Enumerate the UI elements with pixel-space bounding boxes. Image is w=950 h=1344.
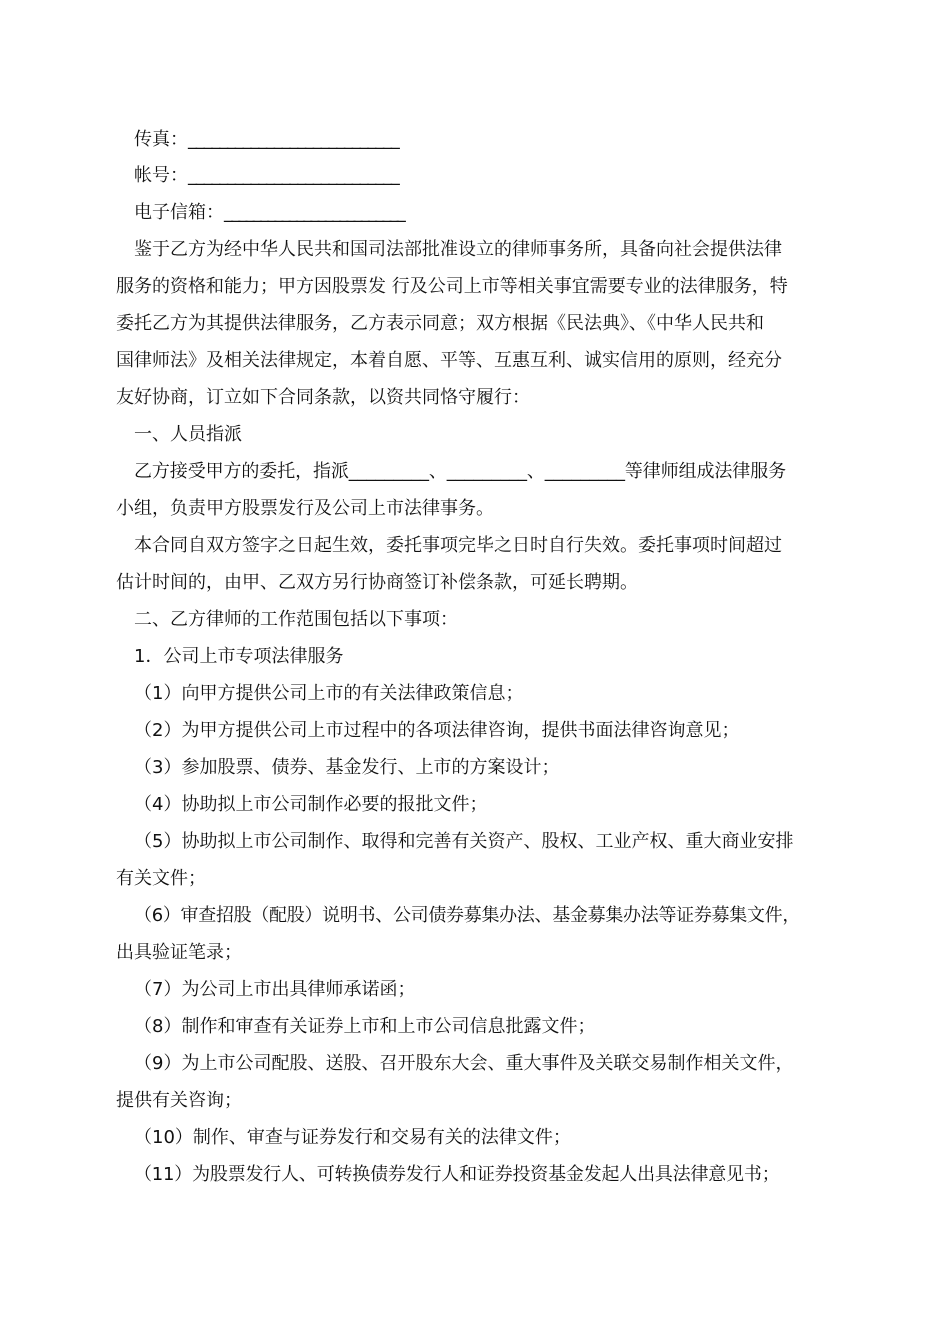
preamble-line: 服务的资格和能力；甲方因股票发 行及公司上市等相关事宜需要专业的法律服务，特 [116,276,788,297]
fax-field [134,126,950,154]
section-heading: 一、人员指派 [134,424,242,445]
fax-blank: ___________________________ [188,129,399,150]
paragraph-line: 本合同自双方签字之日起生效，委托事项完毕之日时自行失效。委托事项时间超过 [134,535,782,556]
list-item-continuation: 出具验证笔录； [116,942,242,963]
list-item: （11）为股票发行人、可转换债券发行人和证券投资基金发起人出具法律意见书； [134,1164,780,1185]
list-item: （4）协助拟上市公司制作必要的报批文件； [134,794,488,815]
preamble-line: 友好协商，订立如下合同条款，以资共同恪守履行： [116,387,530,408]
list-item: （8）制作和审查有关证券上市和上市公司信息批露文件； [134,1016,596,1037]
email-label: 电子信箱： [134,202,224,223]
account-field [134,162,950,190]
list-item: （1）向甲方提供公司上市的有关法律政策信息； [134,683,524,704]
email-field [134,199,950,227]
preamble-line: 鉴于乙方为经中华人民共和国司法部批准设立的律师事务所，具备向社会提供法律 [134,239,782,260]
paragraph-line: 乙方接受甲方的委托，指派_________、_________、_________等律师组成法律服务 [134,461,786,482]
email-blank: _________________________ [224,202,405,223]
preamble-line: 委托乙方为其提供法律服务，乙方表示同意；双方根据《民法典》、《中华人民共和 [116,313,764,334]
list-item: （2）为甲方提供公司上市过程中的各项法律咨询，提供书面法律咨询意见； [134,720,740,741]
list-item-continuation: 有关文件； [116,868,206,889]
list-item: （10）制作、审查与证券发行和交易有关的法律文件； [134,1127,571,1148]
account-label: 帐号： [134,165,188,186]
list-item-continuation: 提供有关咨询； [116,1090,242,1111]
paragraph-line: 估计时间的，由甲、乙双方另行协商签订补偿条款，可延长聘期。 [116,572,638,593]
list-item: （9）为上市公司配股、送股、召开股东大会、重大事件及关联交易制作相关文件， [134,1053,794,1074]
list-item: （6）审查招股（配股）说明书、公司债券募集办法、基金募集办法等证券募集文件， [134,905,801,926]
fax-label: 传真： [134,129,188,150]
list-item: （3）参加股票、债券、基金发行、上市的方案设计； [134,757,560,778]
list-item: （7）为公司上市出具律师承诺函； [134,979,416,1000]
account-blank: ___________________________ [188,165,399,186]
section-heading: 二、乙方律师的工作范围包括以下事项： [134,609,458,630]
list-item: （5）协助拟上市公司制作、取得和完善有关资产、股权、工业产权、重大商业安排 [134,831,794,852]
paragraph-line: 小组，负责甲方股票发行及公司上市法律事务。 [116,498,494,519]
preamble-line: 国律师法》及相关法律规定，本着自愿、平等、互惠互利、诚实信用的原则，经充分 [116,350,782,371]
subsection-heading: 1．公司上市专项法律服务 [134,646,344,667]
